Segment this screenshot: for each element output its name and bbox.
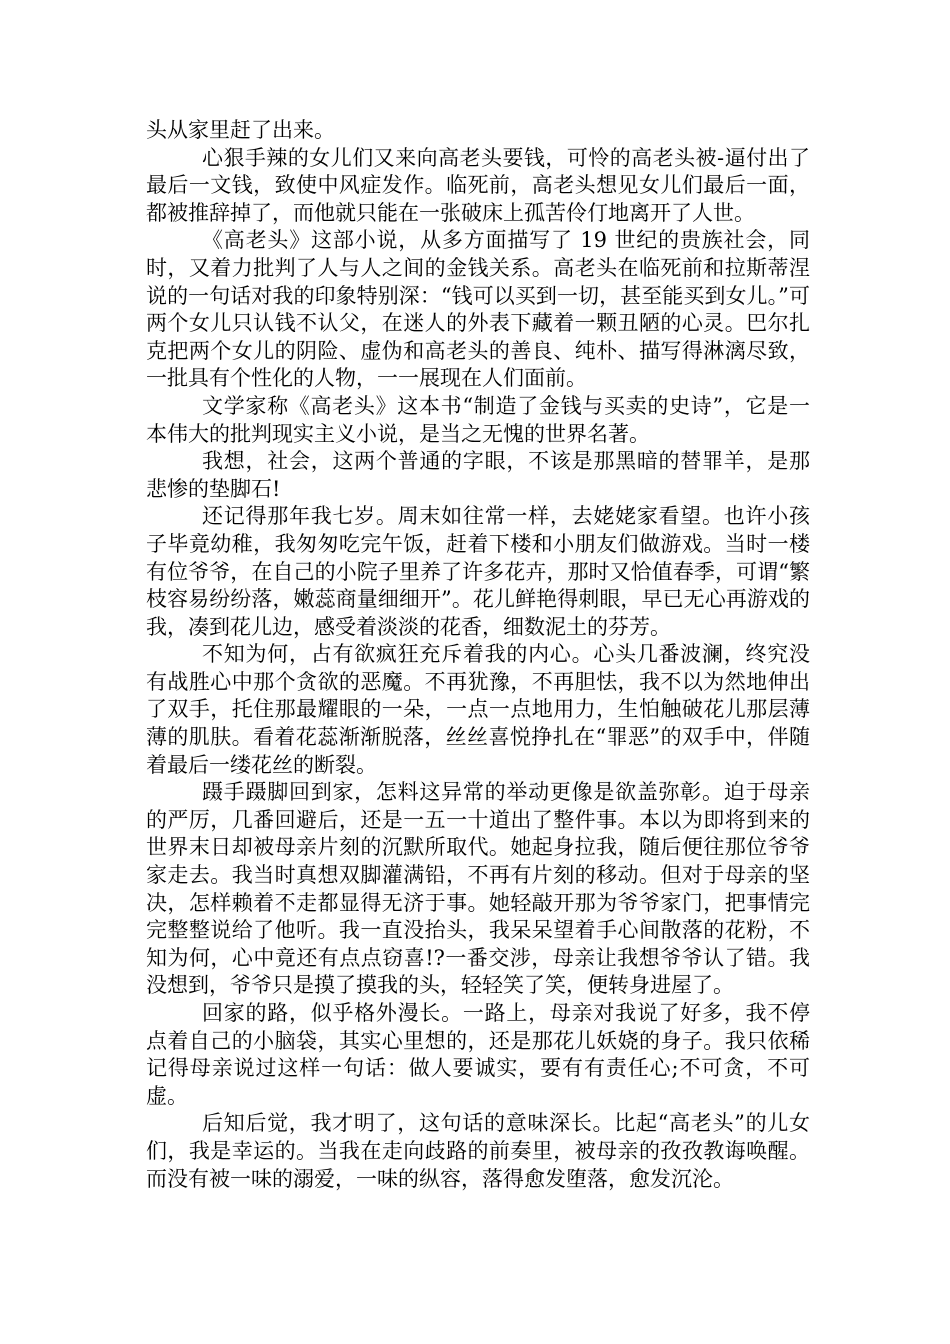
paragraph-9: 回家的路，似乎格外漫长。一路上，母亲对我说了好多，我不停点着自己的小脑袋，其实心里想的，还是那花儿妖娆的身子。我只依稀记得母亲说过这样一句话：做人要诚实，要有有责任心;不可贪，不可虚。 [146,1001,810,1108]
document-body [146,117,810,1193]
paragraph-8: 蹑手蹑脚回到家，怎料这异常的举动更像是欲盖弥彰。迫于母亲的严厉，几番回避后，还是一五一十道出了整件事。本以为即将到来的世界末日却被母亲片刻的沉默所取代。她起身拉我，随后便往那位爷爷家走去。我当时真想双脚灌满铅，不再有片刻的移动。但对于母亲的坚决，怎样赖着不走都显得无济于事。她轻敲开那为爷爷家门，把事情完完整整说给了他听。我一直没抬头，我呆呆望着手心间散落的花粉，不知为何，心中竟还有点点窃喜!?一番交涉，母亲让我想爷爷认了错。我没想到，爷爷只是摸了摸我的头，轻轻笑了笑，便转身进屋了。 [146,780,810,998]
paragraph-2: 心狠手辣的女儿们又来向高老头要钱，可怜的高老头被-逼付出了最后一文钱，致使中风症发作。临死前，高老头想见女儿们最后一面，都被推辞掉了，而他就只能在一张破床上孤苦伶仃地离开了人世。 [146,145,810,225]
paragraph-6: 还记得那年我七岁。周末如往常一样，去姥姥家看望。也许小孩子毕竟幼稚，我匆匆吃完午饭，赶着下楼和小朋友们做游戏。当时一楼有位爷爷，在自己的小院子里养了许多花卉，那时又恰值春季，可谓“繁枝容易纷纷落，嫩蕊商量细细开”。花儿鲜艳得刺眼，早已无心再游戏的我，凑到花儿边，感受着淡淡的花香，细数泥土的芬芳。 [146,504,810,639]
paragraph-1: 头从家里赶了出来。 [146,118,335,142]
paragraph-4: 文学家称《高老头》这本书“制造了金钱与买卖的史诗”，它是一本伟大的批判现实主义小说，是当之无愧的世界名著。 [146,393,810,446]
paragraph-3: 《高老头》这部小说，从多方面描写了 19 世纪的贵族社会，同时，又着力批判了人与人之间的金钱关系。高老头在临死前和拉斯蒂涅说的一句话对我的印象特别深：“钱可以买到一切，甚至能买到女儿。”可两个女儿只认钱不认父，在迷人的外表下藏着一颗丑陋的心灵。巴尔扎克把两个女儿的阴险、虚伪和高老头的善良、纯朴、描写得淋漓尽致，一批具有个性化的人物，一一展现在人们面前。 [146,228,810,391]
paragraph-10: 后知后觉，我才明了，这句话的意味深长。比起“高老头”的儿女们，我是幸运的。当我在走向歧路的前奏里，被母亲的孜孜教诲唤醒。而没有被一味的溺爱，一味的纵容，落得愈发堕落，愈发沉沦。 [146,1111,810,1191]
paragraph-5: 我想，社会，这两个普通的字眼，不该是那黑暗的替罪羊，是那悲惨的垫脚石! [146,449,810,501]
paragraph-7: 不知为何，占有欲疯狂充斥着我的内心。心头几番波澜，终究没有战胜心中那个贪欲的恶魔。不再犹豫，不再胆怯，我不以为然地伸出了双手，托住那最耀眼的一朵，一点一点地用力，生怕触破花儿那层薄薄的肌肤。看着花蕊渐渐脱落，丝丝喜悦挣扎在“罪恶”的双手中，伴随着最后一缕花丝的断裂。 [146,642,810,777]
